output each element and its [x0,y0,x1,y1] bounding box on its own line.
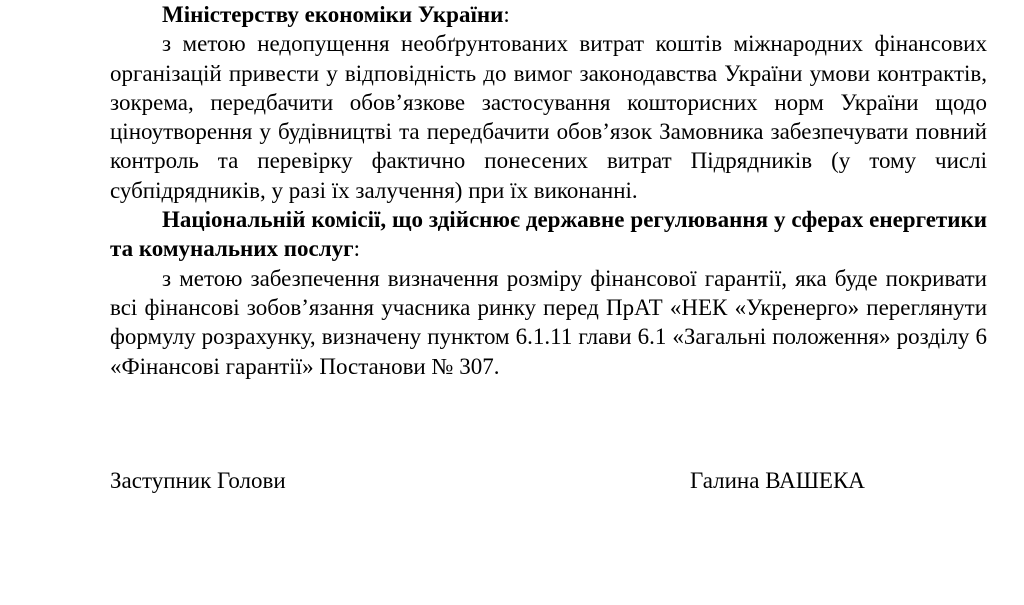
signature-position: Заступник Голови [110,468,286,493]
document-body [110,0,987,381]
section-1-heading [110,0,987,29]
section-2-body: з метою забезпечення визначення розміру фінансової гарантії, яка буде покривати всі фінансові зобов’язання учасника ринку перед ПрАТ «НЕК «Укренерго» переглянути формулу розрахунку, визначену пунктом 6.1.11 глави 6.1 «Загальні положення» розділу 6 «Фінансові гарантії» Постанови № 307. [110,265,987,379]
section-1-heading-colon: : [503,2,510,27]
section-2-heading [110,205,987,264]
section-2-heading-colon: : [353,236,360,262]
section-2-heading-text: Національній комісії, що здійснює державне регулювання у сферах енергетики та комунальних послуг [110,207,987,262]
signature-name: Галина ВАШЕКА [690,468,865,493]
section-1-body: з метою недопущення необґрунтованих витрат коштів міжнародних фінансових організацій привести у відповідність до вимог законодавства України умови контрактів, зокрема, передбачити обов’язкове застосування кошторисних норм України щодо ціноутворення у будівництві та передбачити обов’язок Замовника забезпечувати повний контроль та перевірку фактично понесених витрат Підрядників (у тому числі субпідрядників, у разі їх залучення) при їх виконанні. [110,31,987,203]
section-1-heading-text: Міністерству економіки України [162,2,504,27]
